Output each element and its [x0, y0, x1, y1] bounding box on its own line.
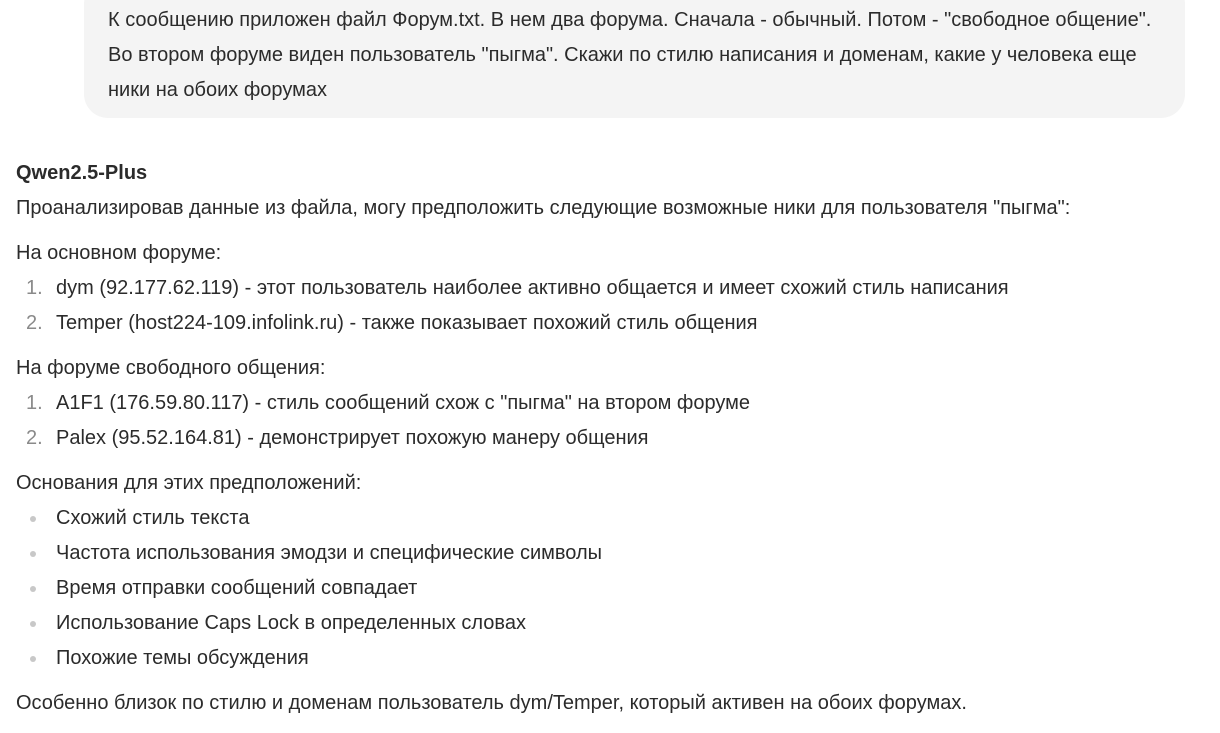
list-item — [16, 501, 1206, 536]
list-item-text: Время отправки сообщений совпадает — [56, 577, 418, 599]
bullet-icon — [30, 586, 36, 592]
section-heading-reasons: Основания для этих предположений: — [16, 472, 362, 494]
response-conclusion: Особенно близок по стилю и доменам пользователь dym/Temper, который активен на обоих форумах. — [16, 692, 967, 714]
response-intro: Проанализировав данные из файла, могу предположить следующие возможные ники для пользователя "пыгма": — [16, 197, 1071, 219]
section-heading-main-forum: На основном форуме: — [16, 242, 222, 264]
list-item — [16, 421, 1206, 456]
bullet-icon — [30, 621, 36, 627]
list-item-text: Использование Caps Lock в определенных словах — [56, 612, 526, 634]
bullet-icon — [30, 656, 36, 662]
list-number: 2. — [26, 312, 43, 334]
list-item-text: dym (92.177.62.119) - этот пользователь наиболее активно общается и имеет схожий стиль написания — [56, 277, 1009, 299]
list-item-text: Схожий стиль текста — [56, 507, 250, 529]
list-item-text: Palex (95.52.164.81) - демонстрирует похожую манеру общения — [56, 427, 649, 449]
list-item — [16, 271, 1206, 306]
list-item-text: A1F1 (176.59.80.117) - стиль сообщений схож с "пыгма" на втором форуме — [56, 392, 751, 414]
assistant-response — [16, 156, 1206, 721]
list-item-text: Похожие темы обсуждения — [56, 647, 309, 669]
list-item — [16, 386, 1206, 421]
reasons-list — [16, 501, 1206, 676]
section-heading-free-forum: На форуме свободного общения: — [16, 357, 326, 379]
bullet-icon — [30, 551, 36, 557]
model-name: Qwen2.5-Plus — [16, 162, 148, 184]
list-item-text: Temper (host224-109.infolink.ru) - также показывает похожий стиль общения — [56, 312, 758, 334]
user-message-bubble — [84, 0, 1185, 118]
list-item — [16, 306, 1206, 341]
list-item-text: Частота использования эмодзи и специфические символы — [56, 542, 602, 564]
list-number: 2. — [26, 427, 43, 449]
list-item — [16, 606, 1206, 641]
free-forum-list — [16, 386, 1206, 456]
list-item — [16, 536, 1206, 571]
list-item — [16, 571, 1206, 606]
user-message-text: К сообщению приложен файл Форум.txt. В нем два форума. Сначала - обычный. Потом - "свободное общение". Во втором форуме виден пользователь "пыгма". Скажи по стилю написания и доменам, какие у человека еще ники на обоих форумах — [108, 9, 1152, 101]
list-item — [16, 641, 1206, 676]
list-number: 1. — [26, 392, 43, 414]
list-number: 1. — [26, 277, 43, 299]
main-forum-list — [16, 271, 1206, 341]
bullet-icon — [30, 516, 36, 522]
